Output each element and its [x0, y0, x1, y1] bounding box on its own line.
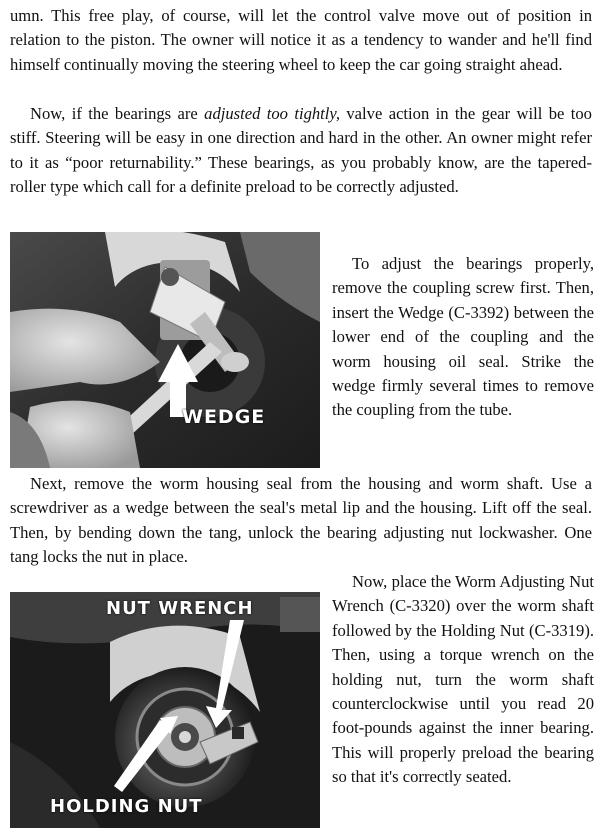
nut-wrench-photo [10, 592, 320, 828]
paragraph-2 [10, 102, 592, 200]
wedge-photo-illustration [10, 232, 320, 468]
nut-wrench-label: NUT WRENCH [106, 598, 254, 619]
paragraph-5: Now, place the Worm Adjusting Nut Wrench (C-3320) over the worm shaft followed by the Holding Nut (C-3319). Then, using a torque wrench on the holding nut, turn the worm shaft counterclockwise until you read 20 foot-pounds against the inner bearing. This will properly preload the bearing so that it's correctly seated. [332, 572, 594, 787]
paragraph-3: To adjust the bearings properly, remove the coupling screw first. Then, insert the Wedge (C-3392) between the lower end of the coupling and the worm housing oil seal. Strike the wedge firmly several times to remove the coupling from the tube. [332, 254, 594, 420]
holding-nut-label: HOLDING NUT [50, 796, 203, 817]
nut-wrench-photo-illustration [10, 592, 320, 828]
wedge-label: WEDGE [182, 406, 266, 428]
paragraph-1: umn. This free play, of course, will let the control valve move out of position in relation to the piston. The owner will notice it as a tendency to wander and he'll find himself continually moving the steering wheel to keep the car going straight ahead. [10, 6, 592, 74]
paragraph-2-start: Now, if the bearings are [30, 104, 205, 123]
paragraph-2-emphasis: adjusted too tightly, [204, 104, 340, 123]
paragraph-2-end: valve action in the gear will be too stiff. Steering will be easy in one direction and hard in the other. An owner might refer to it as “poor returnability.” These bearings, as you probably know, are the tapered-roller type which call for a definite preload to be correctly adjusted. [10, 104, 592, 197]
wedge-photo [10, 232, 320, 468]
paragraph-4: Next, remove the worm housing seal from the housing and worm shaft. Use a screwdriver as a wedge between the seal's metal lip and the housing. Lift off the seal. Then, by bending down the tang, unlock the bearing adjusting nut lockwasher. One tang locks the nut in place. [10, 474, 592, 567]
